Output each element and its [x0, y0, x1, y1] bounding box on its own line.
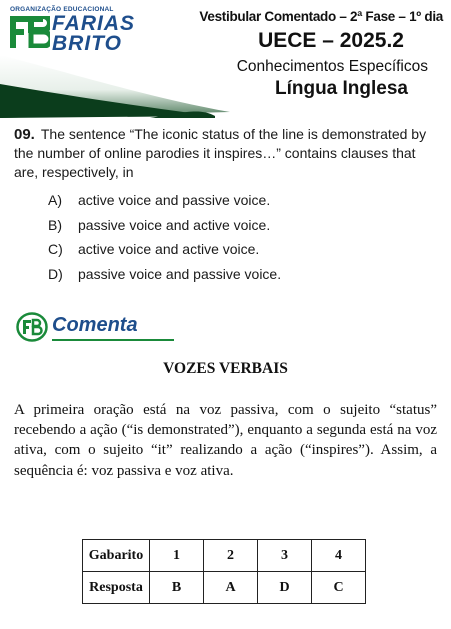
- page-header: [0, 0, 451, 118]
- exam-title: Vestibular Comentado – 2ª Fase – 1º dia: [199, 9, 443, 24]
- question-number-cell: 2: [204, 540, 258, 572]
- answer-table: [82, 539, 366, 604]
- table-row: [83, 572, 366, 604]
- answer-cell: B: [150, 572, 204, 604]
- option-letter: A): [48, 192, 62, 208]
- comenta-label: Comenta: [52, 314, 138, 336]
- comment-title: VOZES VERBAIS: [163, 360, 288, 377]
- question-number-cell: 4: [312, 540, 366, 572]
- exam-year: UECE – 2025.2: [258, 29, 404, 52]
- option-letter: C): [48, 241, 63, 257]
- farias-brito-logo-icon: [10, 16, 50, 48]
- option-c: [48, 241, 281, 266]
- option-d: [48, 266, 281, 291]
- table-row: [83, 540, 366, 572]
- row-label-gabarito: Gabarito: [83, 540, 150, 572]
- answer-cell: A: [204, 572, 258, 604]
- question-number: 09.: [14, 126, 35, 143]
- subject-title: Língua Inglesa: [274, 78, 408, 99]
- question-statement: [14, 125, 434, 182]
- question-text: The sentence “The iconic status of the line is demonstrated by the number of online parodies it inspires…” contains clauses that are, respectively, in: [14, 126, 427, 180]
- comenta-logo-icon: [16, 312, 48, 342]
- knowledge-area: Conhecimentos Específicos: [236, 58, 428, 75]
- logo-name-line2: BRITO: [52, 32, 122, 55]
- comenta-underline: [52, 339, 174, 341]
- option-letter: D): [48, 265, 63, 282]
- row-label-resposta: Resposta: [83, 572, 150, 604]
- option-text: active voice and passive voice.: [78, 192, 271, 208]
- answer-cell: D: [258, 572, 312, 604]
- option-text: passive voice and passive voice.: [78, 265, 282, 282]
- option-a: [48, 192, 281, 217]
- option-b: [48, 217, 281, 242]
- comment-text: A primeira oração está na voz passiva, com o sujeito “status” recebendo a ação (“is demonstrated”), enquanto a segunda está na voz ativa, com o sujeito “it” realizando a ação (“inspires”). Assim, a sequência é: voz passiva e voz ativa.: [14, 402, 437, 479]
- logo-org-text: ORGANIZAÇÃO EDUCACIONAL: [10, 6, 114, 13]
- logo-name-line1: FARIAS: [52, 12, 136, 35]
- answer-cell: C: [312, 572, 366, 604]
- option-text: active voice and active voice.: [78, 241, 260, 257]
- option-letter: B): [48, 216, 62, 233]
- question-number-cell: 1: [150, 540, 204, 572]
- options-list: [48, 192, 281, 290]
- question-number-cell: 3: [258, 540, 312, 572]
- option-text: passive voice and active voice.: [78, 216, 271, 233]
